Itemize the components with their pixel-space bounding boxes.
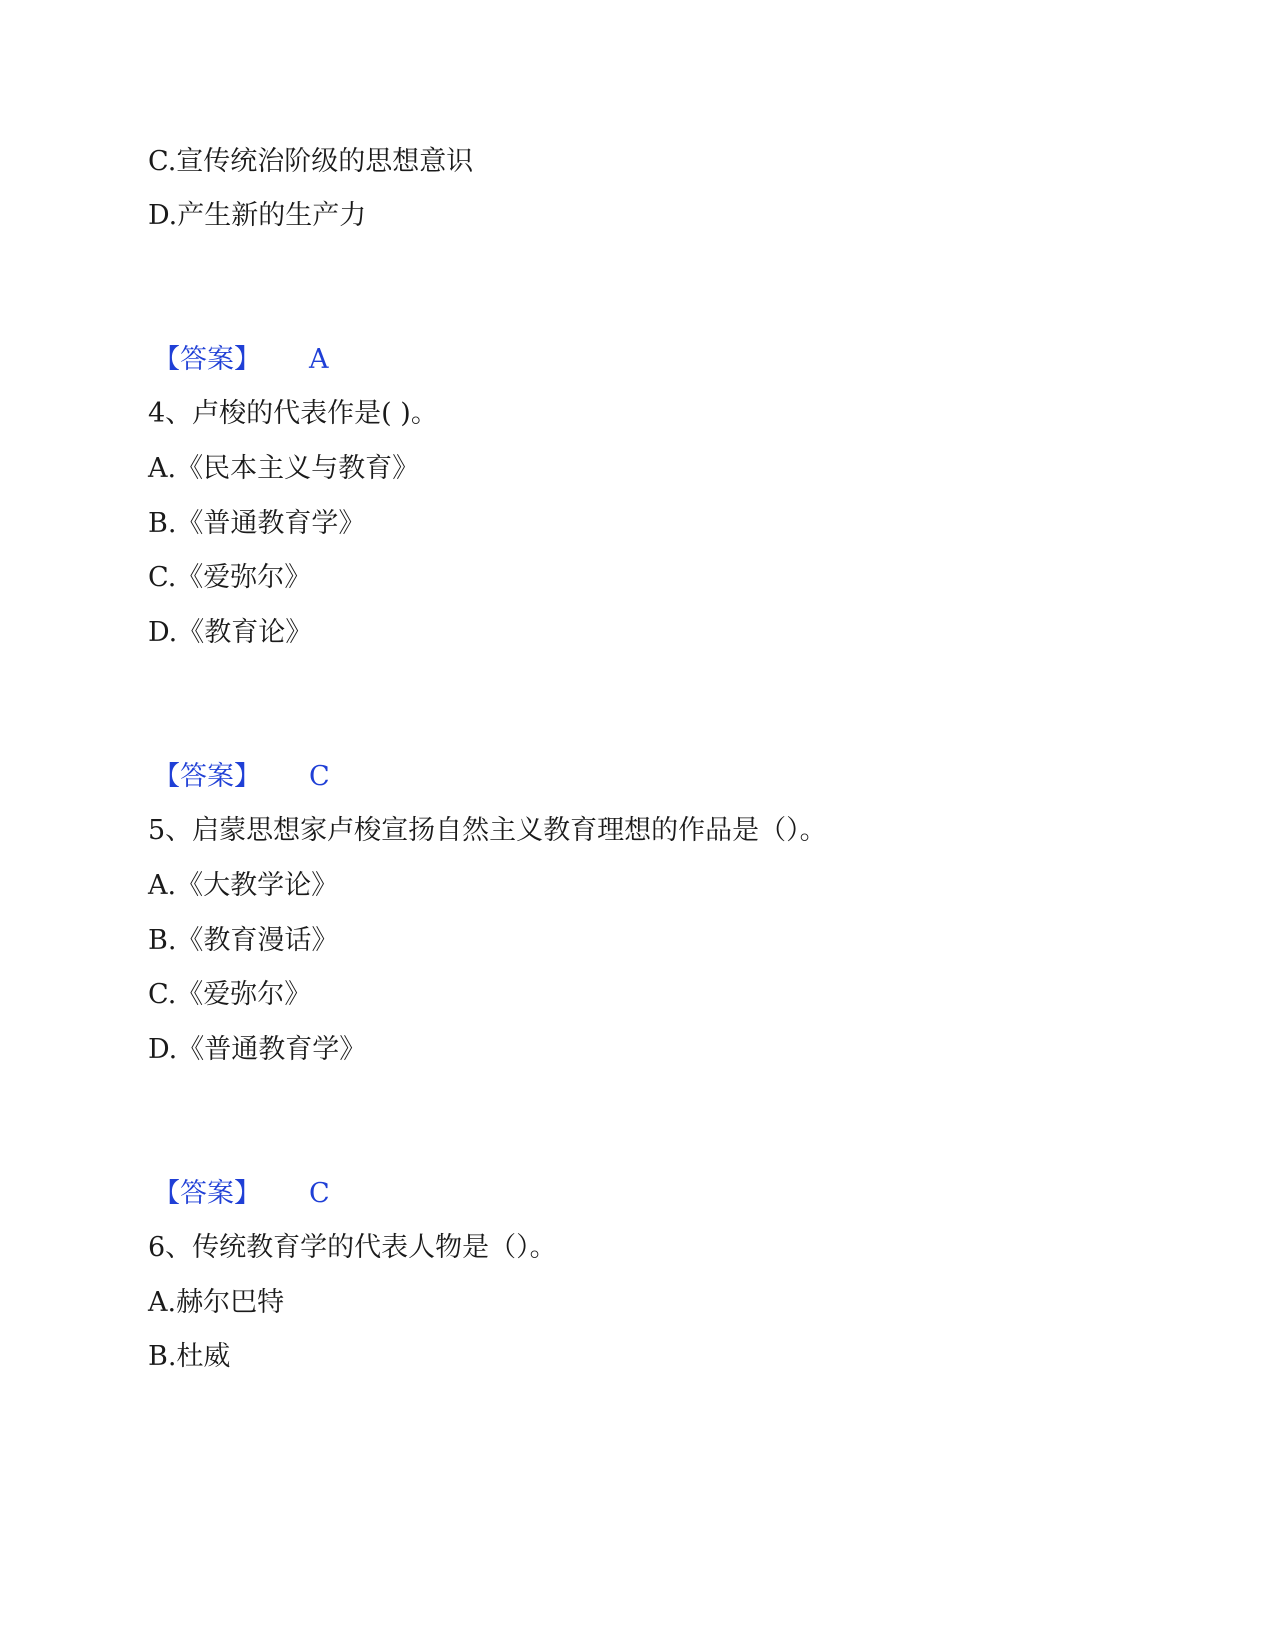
question-6-option-a: A.赫尔巴特 (148, 1287, 285, 1318)
answer-value: C (309, 1178, 330, 1209)
question-4-answer-row (148, 760, 330, 794)
question-4-option-d: D.《教育论》 (148, 617, 313, 648)
question-5-option-a: A.《大教学论》 (148, 870, 339, 901)
question-5-option-d: D.《普通教育学》 (148, 1034, 367, 1065)
question-4-option-b: B.《普通教育学》 (148, 508, 366, 539)
option-d: D.产生新的生产力 (148, 200, 367, 231)
answer-value: C (309, 761, 330, 792)
question-4-stem: 4、卢梭的代表作是( )。 (148, 398, 438, 429)
question-5-stem: 5、启蒙思想家卢梭宣扬自然主义教育理想的作品是（）。 (148, 815, 827, 846)
question-6-stem: 6、传统教育学的代表人物是（）。 (148, 1232, 557, 1263)
option-c: C.宣传统治阶级的思想意识 (148, 146, 474, 177)
answer-value: A (309, 344, 329, 375)
question-5-option-b: B.《教育漫话》 (148, 925, 339, 956)
question-4-option-a: A.《民本主义与教育》 (148, 453, 420, 484)
answer-label: 【答案】 (153, 344, 261, 375)
question-4-option-c: C.《爱弥尔》 (148, 562, 312, 593)
answer-label: 【答案】 (153, 1178, 261, 1209)
question-5-answer-row (148, 1177, 330, 1211)
question-5-option-c: C.《爱弥尔》 (148, 979, 312, 1010)
answer-row (148, 343, 329, 377)
question-6-option-b: B.杜威 (148, 1341, 231, 1372)
answer-label: 【答案】 (153, 761, 261, 792)
